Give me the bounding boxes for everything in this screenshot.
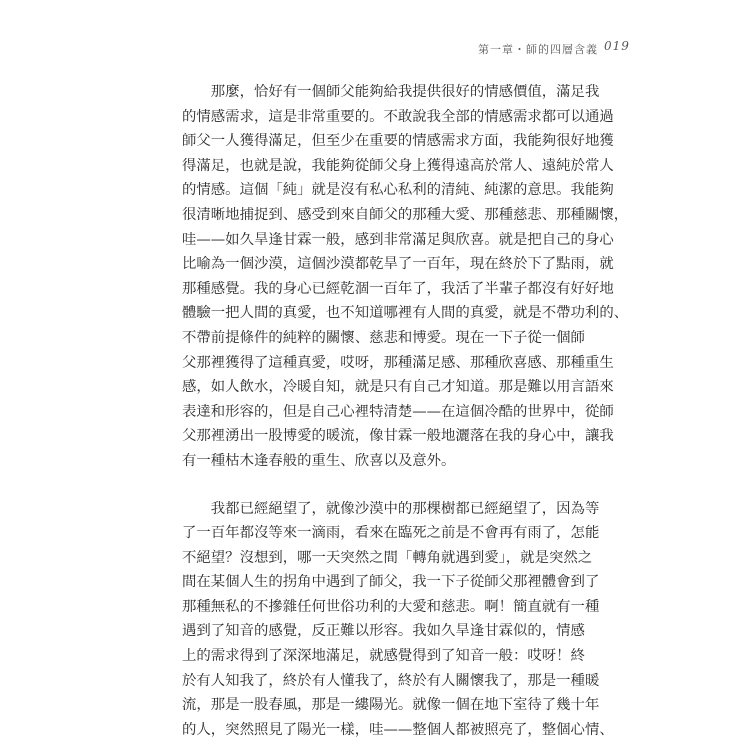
text-line: 間在某個人生的拐角中遇到了師父，我一下子從師父那裡體會到了	[182, 574, 600, 591]
text-line: 了一百年都沒等來一滴雨，看來在臨死之前是不會再有雨了，怎能	[182, 525, 600, 542]
text-line: 的人，突然照見了陽光一樣，哇——整個人都被照亮了，整個心情、	[182, 721, 614, 738]
text-line: 那麼，恰好有一個師父能夠給我提供很好的情感價值，滿足我	[182, 84, 600, 100]
text-line: 的情感需求，這是非常重要的。不敢說我全部的情感需求都可以通過	[182, 108, 614, 125]
text-line: 體驗一把人間的真愛，也不知道哪裡有人間的真愛，就是不帶功利的、	[182, 305, 629, 322]
text-line: 上的需求得到了深深地滿足，就感覺得到了知音一般：哎呀！終	[182, 648, 585, 665]
text-line: 有一種枯木逢春般的重生、欣喜以及意外。	[182, 452, 456, 469]
paragraph-spacer	[182, 474, 582, 497]
page-number: 019	[604, 39, 630, 53]
running-head: 第一章・師的四層含義	[478, 43, 598, 56]
text-line: 我都已經絕望了，就像沙漠中的那棵樹都已經絕望了，因為等	[182, 500, 600, 517]
text-line: 不帶前提條件的純粹的關懷、慈悲和博愛。現在一下子從一個師	[182, 329, 585, 346]
text-line: 表達和形容的，但是自己心裡特清楚——在這個冷酷的世界中，從師	[182, 403, 614, 420]
text-line: 哇——如久旱逢甘霖一般，感到非常滿足與欣喜。就是把自己的身心	[182, 231, 614, 248]
text-line: 感，如人飲水，冷暖自知，就是只有自己才知道。那是難以用言語來	[182, 379, 614, 396]
text-line: 的情感。這個「純」就是沒有私心私利的清純、純潔的意思。我能夠	[182, 182, 614, 199]
paragraph-1	[182, 80, 629, 474]
text-line: 很清晰地捕捉到、感受到來自師父的那種大愛、那種慈悲、那種關懷，	[182, 206, 629, 223]
text-line: 師父一人獲得滿足，但至少在重要的情感需求方面，我能夠很好地獲	[182, 133, 614, 150]
text-line: 那種無私的不摻雜任何世俗功利的大愛和慈悲。啊！簡直就有一種	[182, 598, 600, 615]
text-line: 那種感覺。我的身心已經乾涸一百年了，我活了半輩子都沒有好好地	[182, 280, 614, 297]
text-line: 父那裡湧出一股博愛的暖流，像甘霖一般地灑落在我的身心中，讓我	[182, 428, 614, 445]
text-line: 遇到了知音的感覺，反正難以形容。我如久旱逢甘霖似的，情感	[182, 623, 585, 640]
text-line: 得滿足，也就是說，我能夠從師父身上獲得遠高於常人、遠純於常人	[182, 157, 614, 174]
paragraph-2	[182, 497, 614, 743]
text-line: 於有人知我了，終於有人懂我了，終於有人關懷我了，那是一種暖	[182, 672, 600, 689]
text-line: 流，那是一股春風，那是一縷陽光。就像一個在地下室待了幾十年	[182, 697, 600, 714]
text-line: 父那裡獲得了這種真愛，哎呀，那種滿足感、那種欣喜感、那種重生	[182, 354, 614, 371]
body-text	[182, 80, 629, 742]
text-line: 不絕望？沒想到，哪一天突然之間「轉角就遇到愛」，就是突然之	[182, 549, 593, 566]
text-line: 比喻為一個沙漠，這個沙漠都乾旱了一百年，現在終於下了點雨，就	[182, 256, 614, 273]
